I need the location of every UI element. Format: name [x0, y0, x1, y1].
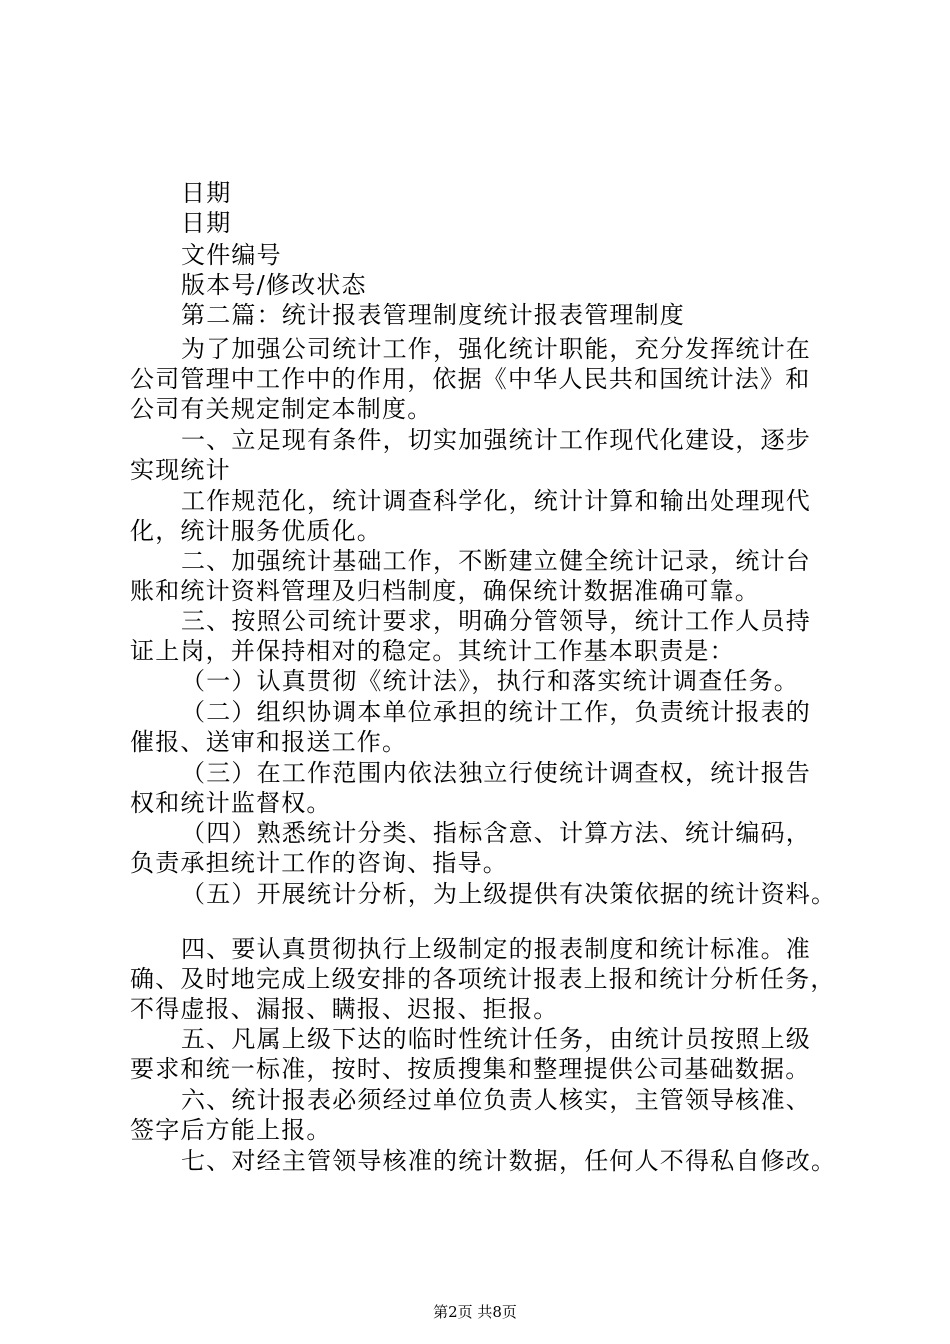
- duty-item: （三）在工作范围内依法独立行使统计调查权，统计报告: [181, 759, 811, 787]
- duty-item: （五）开展统计分析，为上级提供有决策依据的统计资料。: [181, 880, 837, 908]
- paragraph-line: 证上岗，并保持相对的稳定。其统计工作基本职责是：: [130, 637, 735, 665]
- section-title: 第二篇：统计报表管理制度统计报表管理制度: [181, 301, 685, 329]
- paragraph-line: 确、及时地完成上级安排的各项统计报表上报和统计分析任务，: [130, 965, 836, 993]
- header-date-2: 日期: [181, 209, 232, 237]
- page-footer: 第2页 共8页: [433, 1303, 517, 1321]
- paragraph-line: 不得虚报、漏报、瞒报、迟报、拒报。: [130, 995, 559, 1023]
- duty-item: （二）组织协调本单位承担的统计工作，负责统计报表的: [181, 698, 811, 726]
- duty-item: 权和统计监督权。: [130, 789, 332, 817]
- paragraph-line: 三、按照公司统计要求，明确分管领导，统计工作人员持: [181, 607, 811, 635]
- paragraph-line: 账和统计资料管理及归档制度，确保统计数据准确可靠。: [130, 577, 760, 605]
- paragraph-line: 四、要认真贯彻执行上级制定的报表制度和统计标准。准: [181, 935, 811, 963]
- duty-item: （一）认真贯彻《统计法》，执行和落实统计调查任务。: [181, 667, 799, 695]
- paragraph-line: 一、立足现有条件，切实加强统计工作现代化建设，逐步: [181, 426, 811, 454]
- duty-item: 负责承担统计工作的咨询、指导。: [130, 849, 508, 877]
- paragraph-line: 实现统计: [130, 456, 231, 484]
- paragraph-line: 公司有关规定制定本制度。: [130, 395, 433, 423]
- header-version: 版本号/修改状态: [181, 271, 367, 299]
- duty-item: （四）熟悉统计分类、指标含意、计算方法、统计编码，: [181, 819, 811, 847]
- paragraph-line: 化，统计服务优质化。: [130, 517, 382, 545]
- paragraph-line: 签字后方能上报。: [130, 1116, 332, 1144]
- paragraph-line: 七、对经主管领导核准的统计数据，任何人不得私自修改。: [181, 1147, 837, 1175]
- duty-item: 催报、送审和报送工作。: [130, 728, 408, 756]
- paragraph-line: 五、凡属上级下达的临时性统计任务，由统计员按照上级: [181, 1025, 811, 1053]
- header-date-1: 日期: [181, 179, 232, 207]
- paragraph-line: 六、统计报表必须经过单位负责人核实，主管领导核准、: [181, 1086, 811, 1114]
- paragraph-line: 公司管理中工作中的作用，依据《中华人民共和国统计法》和: [130, 365, 811, 393]
- header-file-number: 文件编号: [181, 241, 282, 269]
- paragraph-line: 要求和统一标准，按时、按质搜集和整理提供公司基础数据。: [130, 1055, 811, 1083]
- paragraph-line: 为了加强公司统计工作，强化统计职能，充分发挥统计在: [181, 335, 811, 363]
- paragraph-line: 工作规范化，统计调查科学化，统计计算和输出处理现代: [181, 487, 811, 515]
- paragraph-line: 二、加强统计基础工作，不断建立健全统计记录，统计台: [181, 547, 811, 575]
